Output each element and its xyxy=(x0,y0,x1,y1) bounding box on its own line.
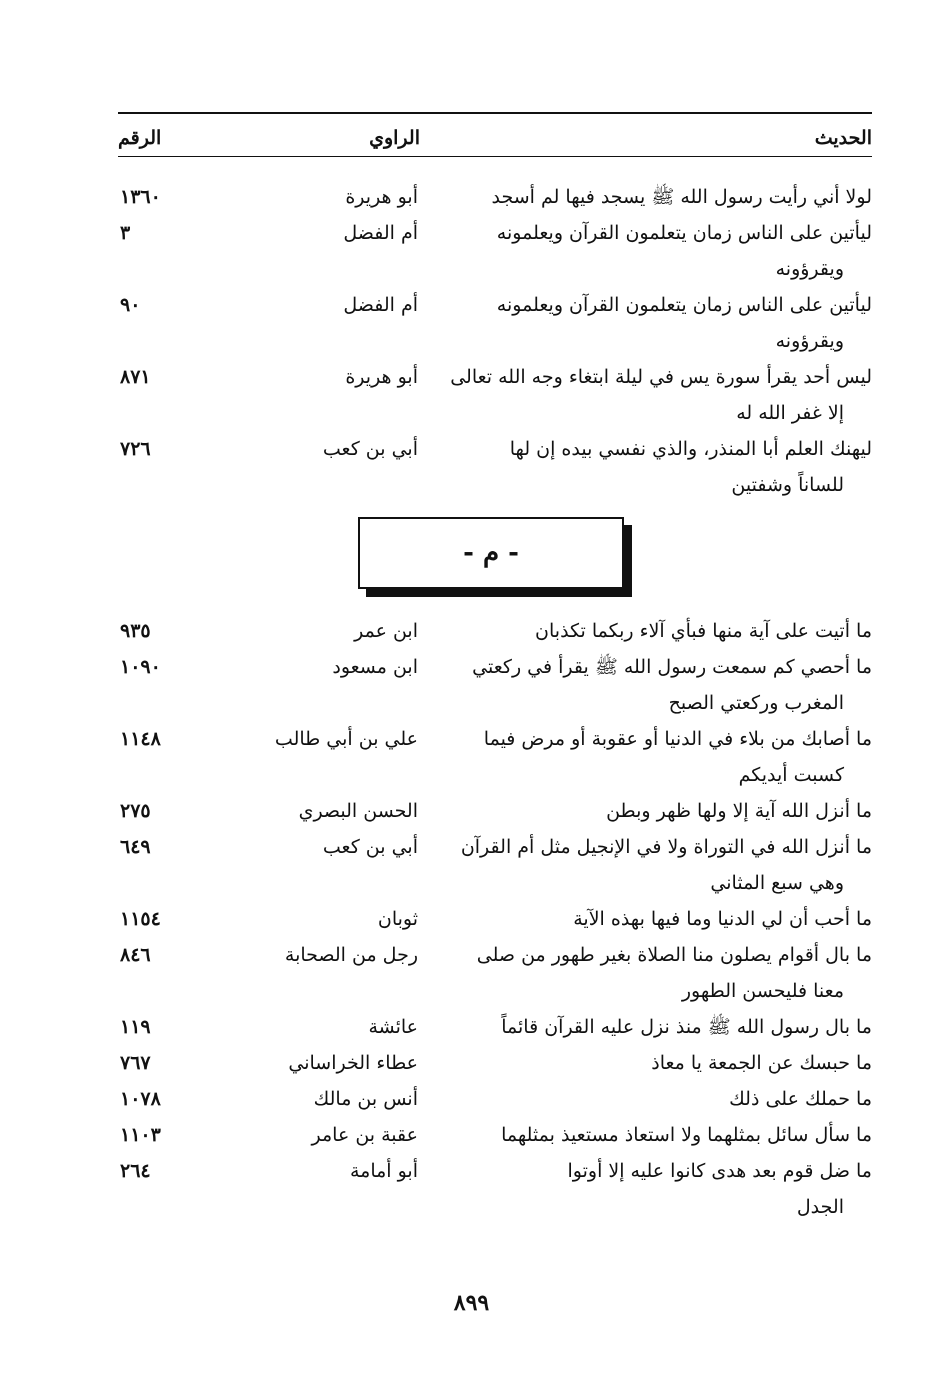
hadith-number: ٨٧١ xyxy=(120,366,151,388)
table-row xyxy=(118,431,872,503)
hadith-number: ٢٦٤ xyxy=(120,1160,151,1182)
hadith-number: ٩٣٥ xyxy=(120,620,151,642)
hadith-text: ما ضل قوم بعد هدى كانوا عليه إلا أوتوا xyxy=(567,1160,872,1182)
header-rule xyxy=(118,156,872,157)
hadith-text: ما أتيت على آية منها فبأي آلاء ربكما تكذبان xyxy=(535,620,872,642)
hadith-number: ١١٩ xyxy=(120,1016,151,1038)
index-page xyxy=(118,112,872,1225)
hadith-number: ٦٤٩ xyxy=(120,836,151,858)
table-row xyxy=(118,649,872,721)
page-number: ٨٩٩ xyxy=(453,1290,490,1316)
hadith-text: ليأتين على الناس زمان يتعلمون القرآن ويعلمونه xyxy=(496,294,872,316)
hadith-text: ما أنزل الله آية إلا ولها ظهر وبطن xyxy=(606,800,872,822)
hadith-text: ما حبسك عن الجمعة يا معاذ xyxy=(651,1052,872,1074)
hadith-number: ٣ xyxy=(120,222,131,244)
narrator: علي بن أبي طالب xyxy=(274,728,418,750)
hadith-text: ليهنك العلم أبا المنذر، والذي نفسي بيده إن لها xyxy=(509,438,872,460)
hadith-number: ١١٥٤ xyxy=(120,908,161,930)
rows-top xyxy=(118,179,872,503)
narrator: أم الفضل xyxy=(343,222,418,244)
narrator: عقبة بن عامر xyxy=(311,1124,418,1146)
table-row xyxy=(118,215,872,287)
table-row xyxy=(118,793,872,829)
hadith-continuation: للساناً وشفتين xyxy=(731,474,844,496)
narrator: رجل من الصحابة xyxy=(284,944,418,966)
narrator: أبو هريرة xyxy=(345,186,418,208)
table-row xyxy=(118,613,872,649)
hadith-text: ليس أحد يقرأ سورة يس في ليلة ابتغاء وجه الله تعالى xyxy=(450,366,872,388)
hadith-number: ١٠٩٠ xyxy=(120,656,161,678)
hadith-text: لولا أني رأيت رسول الله ﷺ يسجد فيها لم أسجد xyxy=(491,186,872,208)
narrator: أبي بن كعب xyxy=(322,438,418,460)
narrator: أبو هريرة xyxy=(345,366,418,388)
hadith-continuation: ويقرؤونه xyxy=(775,330,844,352)
table-row xyxy=(118,721,872,793)
narrator: أم الفضل xyxy=(343,294,418,316)
header-narrator: الراوي xyxy=(369,127,420,149)
table-row xyxy=(118,1081,872,1117)
header-hadith: الحديث xyxy=(814,127,872,149)
hadith-text: ما أنزل الله في التوراة ولا في الإنجيل مثل أم القرآن xyxy=(460,836,872,858)
hadith-continuation: إلا غفر الله له xyxy=(736,402,844,424)
narrator: ابن مسعود xyxy=(332,656,418,678)
narrator: ثوبان xyxy=(377,908,418,930)
table-row xyxy=(118,1153,872,1225)
hadith-text: ما سأل سائل بمثلهما ولا استعاذ مستعيذ بمثلهما xyxy=(501,1124,872,1146)
table-row xyxy=(118,179,872,215)
hadith-continuation: وهي سبع المثاني xyxy=(710,872,844,894)
hadith-text: ما بال رسول الله ﷺ منذ نزل عليه القرآن قائماً xyxy=(501,1016,872,1038)
table-row xyxy=(118,829,872,901)
hadith-number: ١١٠٣ xyxy=(120,1124,161,1146)
narrator: الحسن البصري xyxy=(298,800,418,822)
hadith-number: ٨٤٦ xyxy=(120,944,151,966)
table-row xyxy=(118,1117,872,1153)
hadith-continuation: معنا فليحسن الطهور xyxy=(681,980,844,1002)
hadith-number: ١١٤٨ xyxy=(120,728,161,750)
table-header xyxy=(118,120,872,156)
hadith-text: ما أصابك من بلاء في الدنيا أو عقوبة أو مرض فيما xyxy=(483,728,872,750)
hadith-number: ١٣٦٠ xyxy=(120,186,161,208)
rows-bottom xyxy=(118,613,872,1225)
hadith-text: ليأتين على الناس زمان يتعلمون القرآن ويعلمونه xyxy=(496,222,872,244)
hadith-number: ٢٧٥ xyxy=(120,800,151,822)
narrator: أبي بن كعب xyxy=(322,836,418,858)
section-divider xyxy=(118,503,872,613)
hadith-continuation: الجدل xyxy=(796,1196,844,1218)
header-number: الرقم xyxy=(118,127,162,149)
hadith-continuation: ويقرؤونه xyxy=(775,258,844,280)
top-rule xyxy=(118,112,872,114)
narrator: ابن عمر xyxy=(354,620,418,642)
hadith-continuation: كسبت أيديكم xyxy=(738,764,844,786)
table-row xyxy=(118,901,872,937)
table-row xyxy=(118,287,872,359)
hadith-text: ما أحب أن لي الدنيا وما فيها بهذه الآية xyxy=(573,908,872,930)
table-row xyxy=(118,1045,872,1081)
narrator: أبو أمامة xyxy=(349,1160,418,1182)
hadith-number: ٧٢٦ xyxy=(120,438,151,460)
narrator: عائشة xyxy=(368,1016,418,1038)
hadith-continuation: المغرب وركعتي الصبح xyxy=(668,692,844,714)
narrator: أنس بن مالك xyxy=(313,1088,418,1110)
section-letter: - م - xyxy=(463,538,519,568)
table-row xyxy=(118,937,872,1009)
hadith-number: ١٠٧٨ xyxy=(120,1088,161,1110)
section-letter-box xyxy=(358,517,624,589)
hadith-number: ٩٠ xyxy=(120,294,141,316)
table-row xyxy=(118,1009,872,1045)
hadith-number: ٧٦٧ xyxy=(120,1052,151,1074)
hadith-text: ما حملك على ذلك xyxy=(729,1088,872,1110)
table-row xyxy=(118,359,872,431)
narrator: عطاء الخراساني xyxy=(288,1052,418,1074)
hadith-text: ما أحصي كم سمعت رسول الله ﷺ يقرأ في ركعتي xyxy=(472,656,872,678)
hadith-text: ما بال أقوام يصلون منا الصلاة بغير طهور من صلى xyxy=(476,944,872,966)
